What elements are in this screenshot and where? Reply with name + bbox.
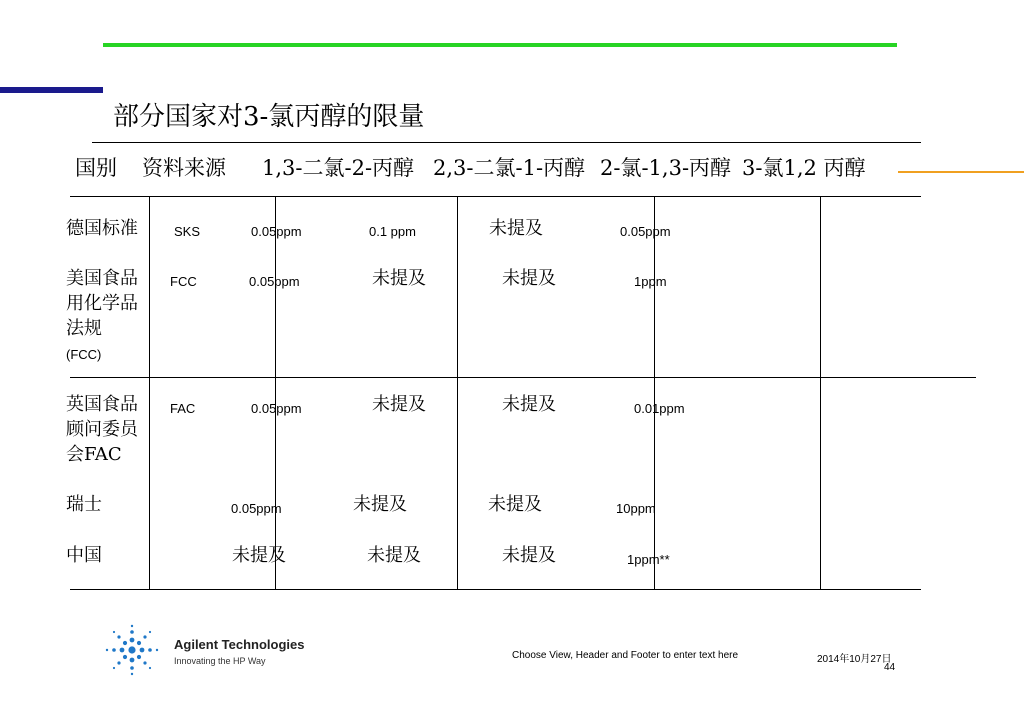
slide-title: 部分国家对3-氯丙醇的限量 (113, 102, 425, 132)
value-cell: 0.05ppm (251, 401, 302, 416)
row-divider-rule (70, 377, 976, 378)
country-cell: 会FAC (66, 444, 122, 465)
header-23-dcp: 2,3-二氯-1-丙醇 (433, 156, 586, 180)
country-cell: 用化学品 (66, 293, 138, 314)
header-bottom-rule (70, 196, 921, 197)
country-cell: 美国食品 (66, 268, 138, 289)
brand-name: Agilent Technologies (174, 637, 305, 652)
value-cell: 0.05ppm (251, 224, 302, 239)
column-divider (654, 196, 655, 589)
column-divider (149, 196, 150, 589)
footer-placeholder: Choose View, Header and Footer to enter text here (512, 650, 739, 661)
footer-date: 2014年10月27日 (817, 654, 892, 665)
value-cell: 未提及 (232, 545, 286, 566)
top-green-rule (103, 43, 897, 47)
country-cell: 德国标准 (66, 218, 138, 239)
country-cell: 顾问委员 (66, 419, 138, 440)
header-3-mcpd: 3-氯1,2 丙醇 (742, 156, 866, 180)
country-cell: (FCC) (66, 347, 102, 362)
header-country: 国别 (75, 156, 117, 180)
source-cell: FCC (170, 274, 197, 289)
value-cell: 10ppm (616, 501, 656, 516)
value-cell: 1ppm (634, 274, 667, 289)
value-cell: 0.05ppm (620, 224, 671, 239)
column-divider (820, 196, 821, 589)
source-cell: SKS (174, 224, 201, 239)
value-cell: 0.1 ppm (369, 224, 416, 239)
value-cell: 未提及 (372, 394, 426, 415)
value-cell: 0.01ppm (634, 401, 685, 416)
value-cell: 0.05ppm (231, 501, 282, 516)
value-cell: 未提及 (488, 494, 542, 515)
header-2-mcpd: 2-氯-1,3-丙醇 (600, 156, 732, 180)
source-cell: FAC (170, 401, 196, 416)
value-cell: 未提及 (353, 494, 407, 515)
value-cell: 未提及 (502, 394, 556, 415)
header-source: 资料来源 (142, 156, 226, 180)
table-top-rule (92, 142, 921, 143)
value-cell: 未提及 (489, 218, 543, 239)
agilent-spark-logo-icon (102, 622, 162, 678)
right-orange-rule (898, 171, 1024, 173)
page-number: 44 (884, 662, 896, 673)
value-cell: 1ppm** (627, 552, 670, 567)
country-cell: 法规 (66, 318, 102, 339)
value-cell: 0.05ppm (249, 274, 300, 289)
brand-tagline: Innovating the HP Way (174, 656, 266, 666)
country-cell: 英国食品 (66, 394, 138, 415)
left-blue-bar (0, 87, 103, 93)
country-cell: 瑞士 (66, 494, 102, 515)
value-cell: 未提及 (367, 545, 421, 566)
column-divider (275, 196, 276, 589)
value-cell: 未提及 (502, 545, 556, 566)
column-divider (457, 196, 458, 589)
value-cell: 未提及 (372, 268, 426, 289)
table-bottom-rule (70, 589, 921, 590)
header-13-dcp: 1,3-二氯-2-丙醇 (262, 156, 415, 180)
country-cell: 中国 (66, 545, 102, 566)
value-cell: 未提及 (502, 268, 556, 289)
